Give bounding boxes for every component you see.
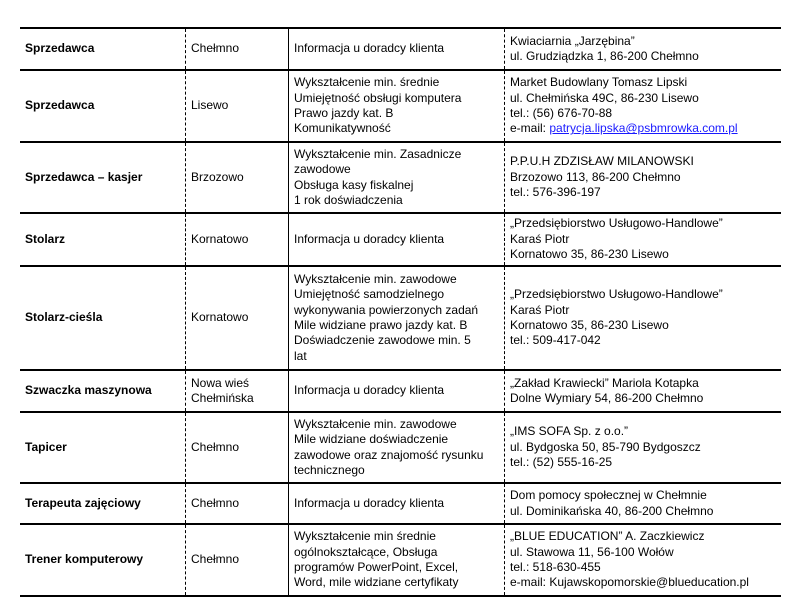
job-requirements: Wykształcenie min średnie ogólnokształcące, Obsługa programów PowerPoint, Excel, Word, mile widziane certyfikaty bbox=[289, 524, 505, 596]
job-offers-table bbox=[20, 27, 781, 597]
table-row bbox=[20, 412, 781, 483]
job-location: Brzozowo bbox=[186, 142, 289, 213]
job-location: Chełmno bbox=[186, 524, 289, 596]
job-title: Stolarz bbox=[25, 231, 66, 246]
table-row bbox=[20, 28, 781, 70]
job-location: Chełmno bbox=[186, 412, 289, 483]
job-title: Terapeuta zajęciowy bbox=[25, 495, 141, 510]
job-requirements: Informacja u doradcy klienta bbox=[289, 370, 505, 412]
table-row bbox=[20, 266, 781, 370]
job-title: Sprzedawca – kasjer bbox=[25, 169, 143, 184]
employer-contact: „Przedsiębiorstwo Usługowo-Handlowe” Karaś Piotr Kornatowo 35, 86-230 Lisewo bbox=[505, 213, 782, 266]
job-requirements: Informacja u doradcy klienta bbox=[289, 483, 505, 524]
job-offers-table-body bbox=[20, 28, 781, 596]
employer-contact: Market Budowlany Tomasz Lipski ul. Chełmińska 49C, 86-230 Lisewo tel.: (56) 676-70-88 e-mail: patrycja.lipska@psbmrowka.com.pl bbox=[505, 70, 782, 142]
employer-contact: Dom pomocy społecznej w Chełmnie ul. Dominikańska 40, 86-200 Chełmno bbox=[505, 483, 782, 524]
employer-contact: „Zakład Krawiecki” Mariola Kotapka Dolne Wymiary 54, 86-200 Chełmno bbox=[505, 370, 782, 412]
job-requirements: Wykształcenie min. zawodowe Umiejętność samodzielnego wykonywania powierzonych zadań Mile widziane prawo jazdy kat. B Doświadczenie zawodowe min. 5 lat bbox=[289, 266, 505, 370]
job-location: Kornatowo bbox=[186, 213, 289, 266]
employer-contact: „IMS SOFA Sp. z o.o.” ul. Bydgoska 50, 85-790 Bydgoszcz tel.: (52) 555-16-25 bbox=[505, 412, 782, 483]
table-row bbox=[20, 70, 781, 142]
job-location: Kornatowo bbox=[186, 266, 289, 370]
job-title: Sprzedawca bbox=[25, 41, 95, 56]
employer-contact: „BLUE EDUCATION” A. Zaczkiewicz ul. Stawowa 11, 56-100 Wołów tel.: 518-630-455 e-mail: Kujawskopomorskie@blueducation.pl bbox=[505, 524, 782, 596]
job-title: Stolarz-cieśla bbox=[25, 310, 103, 325]
employer-contact: P.P.U.H ZDZISŁAW MILANOWSKI Brzozowo 113, 86-200 Chełmno tel.: 576-396-197 bbox=[505, 142, 782, 213]
employer-contact: „Przedsiębiorstwo Usługowo-Handlowe” Karaś Piotr Kornatowo 35, 86-230 Lisewo tel.: 509-417-042 bbox=[505, 266, 782, 370]
job-location: Nowa wieś Chełmińska bbox=[186, 370, 289, 412]
table-row bbox=[20, 483, 781, 524]
job-title: Sprzedawca bbox=[25, 98, 95, 113]
job-requirements: Informacja u doradcy klienta bbox=[289, 28, 505, 70]
job-requirements: Wykształcenie min. średnie Umiejętność obsługi komputera Prawo jazdy kat. B Komunikatywność bbox=[289, 70, 505, 142]
table-row bbox=[20, 142, 781, 213]
email-link[interactable]: patrycja.lipska@psbmrowka.com.pl bbox=[549, 121, 738, 136]
job-location: Chełmno bbox=[186, 28, 289, 70]
job-title: Szwaczka maszynowa bbox=[25, 383, 152, 398]
job-requirements: Wykształcenie min. zawodowe Mile widziane doświadczenie zawodowe oraz znajomość rysunku technicznego bbox=[289, 412, 505, 483]
job-title: Trener komputerowy bbox=[25, 552, 144, 567]
table-row bbox=[20, 370, 781, 412]
job-location: Chełmno bbox=[186, 483, 289, 524]
job-offers-page bbox=[20, 27, 781, 597]
job-requirements: Informacja u doradcy klienta bbox=[289, 213, 505, 266]
table-row bbox=[20, 524, 781, 596]
table-row bbox=[20, 213, 781, 266]
job-title: Tapicer bbox=[25, 439, 67, 454]
job-requirements: Wykształcenie min. Zasadnicze zawodowe Obsługa kasy fiskalnej 1 rok doświadczenia bbox=[289, 142, 505, 213]
employer-contact: Kwiaciarnia „Jarzębina” ul. Grudziądzka 1, 86-200 Chełmno bbox=[505, 28, 782, 70]
job-location: Lisewo bbox=[186, 70, 289, 142]
